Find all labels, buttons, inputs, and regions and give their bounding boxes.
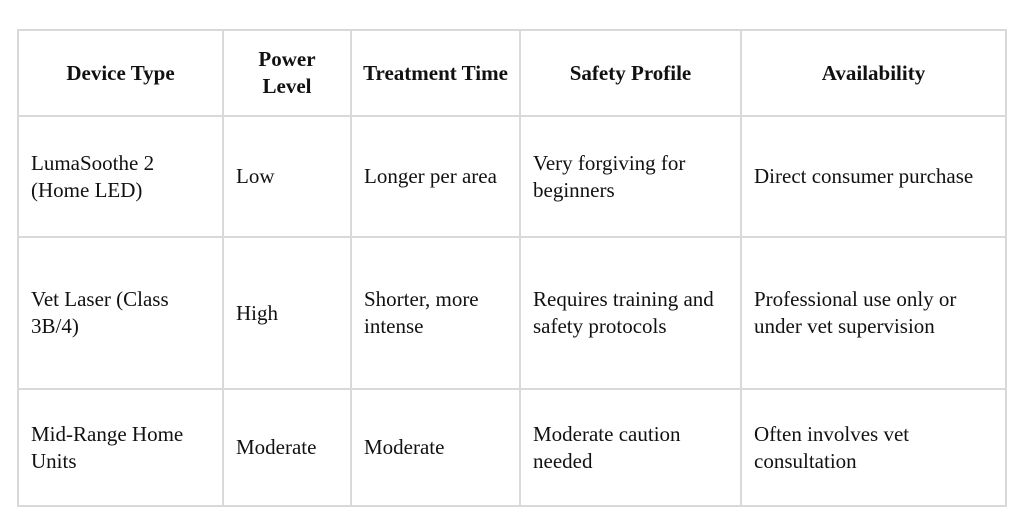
cell-device-type: Mid-Range Home Units <box>18 389 223 506</box>
cell-availability: Often involves vet consultation <box>741 389 1006 506</box>
table-row <box>18 116 1006 237</box>
header-power-level: Power Level <box>223 30 351 116</box>
header-treatment-time: Treatment Time <box>351 30 520 116</box>
header-availability: Availability <box>741 30 1006 116</box>
comparison-table <box>17 29 1007 507</box>
table-header-row <box>18 30 1006 116</box>
cell-treatment-time: Moderate <box>351 389 520 506</box>
cell-power-level: High <box>223 237 351 389</box>
cell-safety-profile: Very forgiving for beginners <box>520 116 741 237</box>
cell-safety-profile: Requires training and safety protocols <box>520 237 741 389</box>
header-device-type: Device Type <box>18 30 223 116</box>
cell-availability: Professional use only or under vet supervision <box>741 237 1006 389</box>
cell-availability: Direct consumer purchase <box>741 116 1006 237</box>
table-row <box>18 389 1006 506</box>
cell-safety-profile: Moderate caution needed <box>520 389 741 506</box>
cell-device-type: Vet Laser (Class 3B/4) <box>18 237 223 389</box>
cell-treatment-time: Shorter, more intense <box>351 237 520 389</box>
table-row <box>18 237 1006 389</box>
cell-treatment-time: Longer per area <box>351 116 520 237</box>
header-safety-profile: Safety Profile <box>520 30 741 116</box>
cell-power-level: Low <box>223 116 351 237</box>
cell-power-level: Moderate <box>223 389 351 506</box>
cell-device-type: LumaSoothe 2 (Home LED) <box>18 116 223 237</box>
